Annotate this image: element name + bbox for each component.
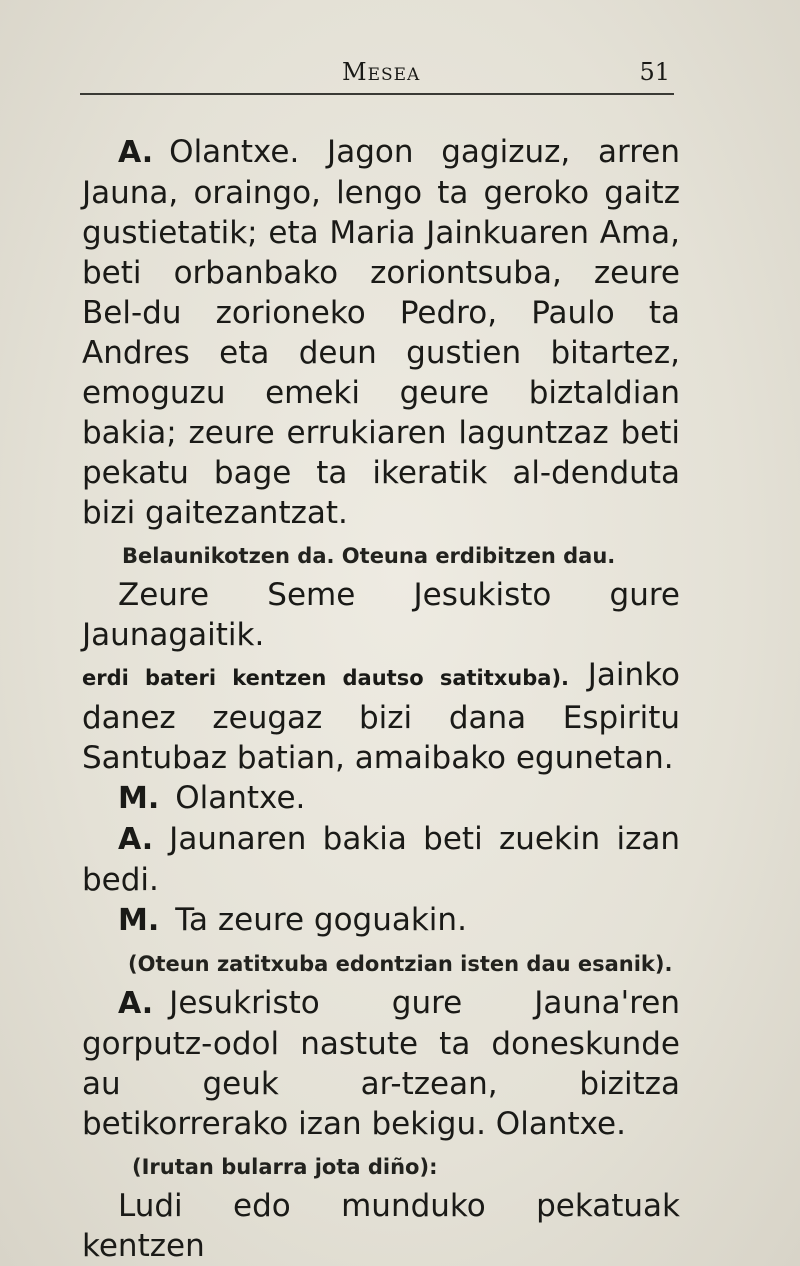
paragraph-text: Ta zeure goguakin.	[175, 902, 467, 938]
paragraph-text: Olantxe. Jagon gagizuz, arren Jauna, oraingo, lengo ta geroko gaitz gustietatik; eta Maria Jainkuaren Ama, beti orbanbako zoriontsuba, zeure Bel-du zorioneko Pedro, Paulo ta Andres eta deun gustien bitartez, emoguzu emeki geure biztaldian bakia; zeure errukiaren laguntzaz beti pekatu bage ta ikeratik al-denduta bizi gaitezantzat.	[82, 134, 680, 531]
page-number: 51	[639, 58, 670, 86]
rubric: (Oteun zatitxuba edontzian isten dau esanik).	[128, 952, 673, 976]
paragraph-6	[82, 983, 680, 1144]
rubric: (Irutan bularra jota diño):	[132, 1155, 438, 1179]
paragraph-text: Jainko danez zeugaz bizi dana Espiritu Santubaz batian, amaibako egunetan.	[82, 657, 680, 776]
paragraph-3	[82, 778, 680, 819]
rubric-inline: erdi bateri kentzen dautso satitxuba).	[82, 666, 570, 690]
paragraph-2	[82, 655, 680, 778]
running-header	[80, 52, 670, 92]
paragraph-4	[82, 819, 680, 900]
paragraph-text: Jaunaren bakia beti zuekin izan bedi.	[82, 821, 680, 898]
speaker-label: A.	[118, 986, 154, 1021]
paragraph-7: Ludi edo munduko pekatuak kentzen	[82, 1188, 680, 1264]
closing-line: Zeure Seme Jesukisto gure Jaunagaitik.	[82, 577, 680, 653]
running-title: Mesea	[342, 58, 421, 86]
paragraph-1	[82, 132, 680, 533]
speaker-label: M.	[118, 903, 160, 938]
paragraph-text: Jesukristo gure Jauna'ren gorputz-odol nastute ta doneskunde au geuk ar-tzean, bizitza betikorrerako izan bekigu. Olantxe.	[82, 985, 680, 1142]
page-body	[82, 132, 680, 1266]
rubric: Belaunikotzen da. Oteuna erdibitzen dau.	[122, 544, 616, 568]
speaker-label: A.	[118, 822, 154, 857]
speaker-label: A.	[118, 135, 154, 170]
paragraph-5	[82, 900, 680, 941]
header-rule	[80, 93, 674, 95]
speaker-label: M.	[118, 781, 160, 816]
paragraph-text: Olantxe.	[175, 780, 306, 816]
